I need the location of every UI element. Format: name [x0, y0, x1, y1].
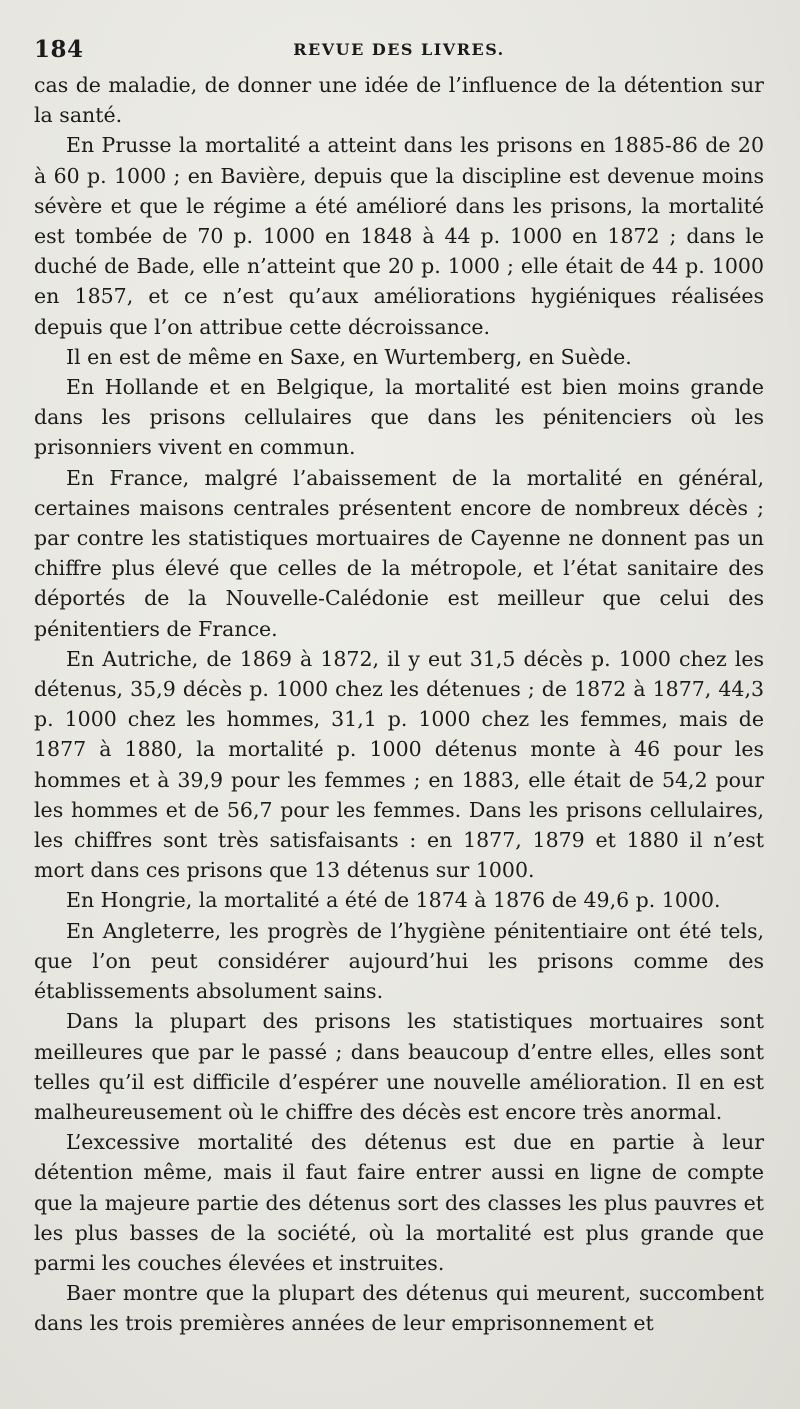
book-page: [34, 36, 764, 1339]
paragraph: En France, malgré l’abaissement de la mortalité en général, certaines maisons centrales présentent encore de nombreux décès ; par contre les statistiques mortuaires de Cayenne ne donnent pas un chiffre plus élevé que celles de la métropole, et l’état sanitaire des déportés de la Nouvelle-Calédonie est meilleur que celui des pénitentiers de France.: [34, 465, 764, 641]
paragraph: Il en est de même en Saxe, en Wurtemberg, en Suède.: [66, 344, 632, 369]
paragraph: En Autriche, de 1869 à 1872, il y eut 31,5 décès p. 1000 chez les détenus, 35,9 décès p. 1000 chez les détenues ; de 1872 à 1877, 44,3 p. 1000 chez les hommes, 31,1 p. 1000 chez les femmes, mais de 1877 à 1880, la mortalité p. 1000 détenus monte à 46 pour les hommes et à 39,9 pour les femmes ; en 1883, elle était de 54,2 pour les hommes et de 56,7 pour les femmes. Dans les prisons cellulaires, les chiffres sont très satisfaisants : en 1877, 1879 et 1880 il n’est mort dans ces prisons que 13 détenus sur 1000.: [34, 646, 764, 883]
paragraph: En Prusse la mortalité a atteint dans les prisons en 1885-86 de 20 à 60 p. 1000 ; en Bavière, depuis que la discipline est devenue moins sévère et que le régime a été amélioré dans les prisons, la mortalité est tombée de 70 p. 1000 en 1848 à 44 p. 1000 en 1872 ; dans le duché de Bade, elle n’atteint que 20 p. 1000 ; elle était de 44 p. 1000 en 1857, et ce n’est qu’aux améliorations hygiéniques réalisées depuis que l’on attribue cette décroissance.: [34, 133, 764, 339]
running-title: REVUE DES LIVRES.: [293, 40, 505, 59]
paragraph: En Hollande et en Belgique, la mortalité est bien moins grande dans les prisons cellulaires que dans les pénitenciers où les prisonniers vivent en commun.: [34, 375, 764, 460]
paragraph: Dans la plupart des prisons les statistiques mortuaires sont meilleures que par le passé ; dans beaucoup d’entre elles, elles sont telles qu’il est difficile d’espérer une nouvelle amélioration. Il en est malheureusement où le chiffre des décès est encore très anormal.: [34, 1009, 764, 1124]
paragraph: En Angleterre, les progrès de l’hygiène pénitentiaire ont été tels, que l’on peut considérer aujourd’hui les prisons comme des établissements absolument sains.: [34, 918, 764, 1004]
paragraph: cas de maladie, de donner une idée de l’influence de la détention sur la santé.: [34, 73, 764, 128]
paragraph: L’excessive mortalité des détenus est due en partie à leur détention même, mais il faut faire entrer aussi en ligne de compte que la majeure partie des détenus sort des classes les plus pauvres et les plus basses de la société, où la mortalité est plus grande que parmi les couches élevées et instruites.: [34, 1130, 764, 1275]
body-text: [34, 70, 764, 1339]
page-number: 184: [34, 36, 84, 63]
running-head: [34, 36, 764, 70]
paragraph: En Hongrie, la mortalité a été de 1874 à 1876 de 49,6 p. 1000.: [66, 888, 721, 913]
paragraph: Baer montre que la plupart des détenus qui meurent, succombent dans les trois premières années de leur emprisonnement et: [34, 1281, 764, 1336]
